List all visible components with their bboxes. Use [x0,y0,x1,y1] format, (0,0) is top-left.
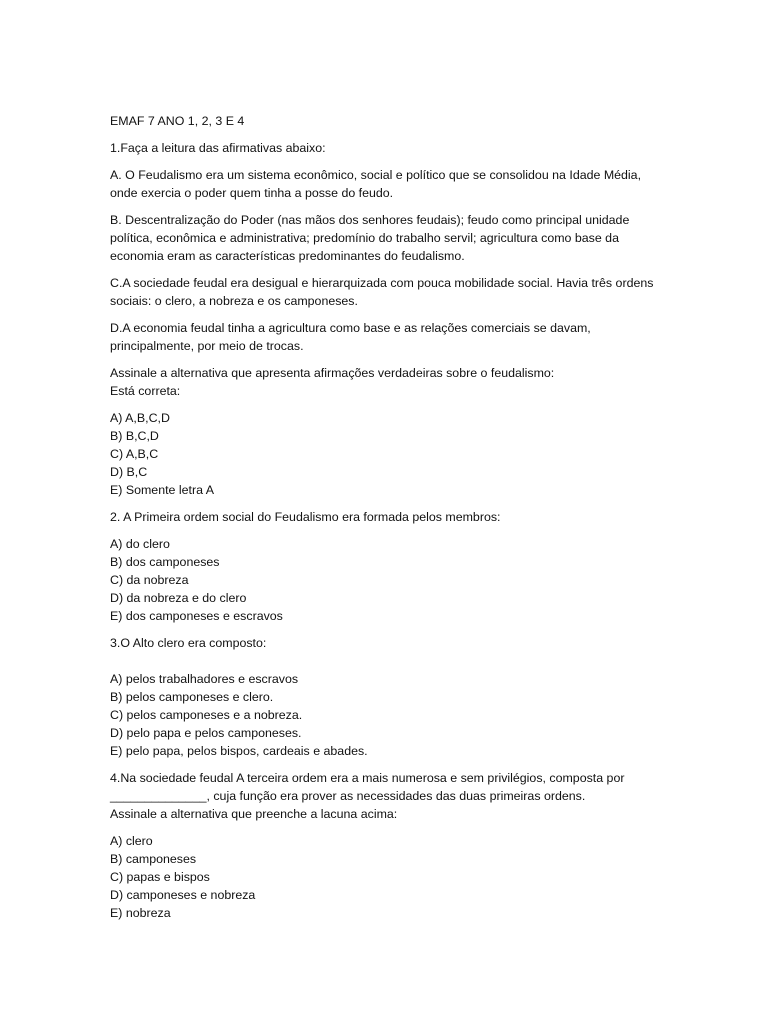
q1-option-e: E) Somente letra A [110,483,214,497]
q1-instruction-line1: Assinale a alternativa que apresenta afirmações verdadeiras sobre o feudalismo: [110,366,555,380]
q4-option-e: E) nobreza [110,906,171,920]
q1-statement-a: A. O Feudalismo era um sistema econômico, social e político que se consolidou na Idade Média, onde exercia o poder quem tinha a posse do feudo. [110,168,642,200]
q3-option-d: D) pelo papa e pelos camponeses. [110,726,302,740]
q3-prompt: 3.O Alto clero era composto: [110,636,267,650]
q2-option-a: A) do clero [110,537,170,551]
q1-instruction [110,364,660,400]
q2-options [110,535,660,625]
q1-option-c: C) A,B,C [110,447,159,461]
q1-statement-d: D.A economia feudal tinha a agricultura como base e as relações comerciais se davam, principalmente, por meio de trocas. [110,321,591,353]
q1-instruction-line2: Está correta: [110,384,181,398]
q3-option-c: C) pelos camponeses e a nobreza. [110,708,303,722]
q3-option-a: A) pelos trabalhadores e escravos [110,672,299,686]
q4-option-c: C) papas e bispos [110,870,210,884]
q4-option-a: A) clero [110,834,153,848]
q3-option-e: E) pelo papa, pelos bispos, cardeais e abades. [110,744,368,758]
q3-options [110,670,660,760]
q1-statement-b: B. Descentralização do Poder (nas mãos dos senhores feudais); feudo como principal unidade política, econômica e administrativa; predomínio do trabalho servil; agricultura como base da economia eram as características predominantes do feudalismo. [110,213,630,263]
q1-option-b: B) B,C,D [110,429,159,443]
q2-option-d: D) da nobreza e do clero [110,591,247,605]
q2-option-b: B) dos camponeses [110,555,220,569]
q1-options [110,409,660,499]
q1-option-a: A) A,B,C,D [110,411,170,425]
q4-instruction: Assinale a alternativa que preenche a lacuna acima: [110,807,398,821]
q4-options [110,832,660,922]
q4-prompt: 4.Na sociedade feudal A terceira ordem era a mais numerosa e sem privilégios, composta por ______________, cuja função era prover as necessidades das duas primeiras ordens. [110,771,625,803]
q2-prompt: 2. A Primeira ordem social do Feudalismo era formada pelos membros: [110,510,501,524]
q2-option-e: E) dos camponeses e escravos [110,609,283,623]
q4-option-d: D) camponeses e nobreza [110,888,256,902]
q2-option-c: C) da nobreza [110,573,189,587]
q3-option-b: B) pelos camponeses e clero. [110,690,274,704]
q4-prompt-block [110,769,660,823]
q1-statement-c: C.A sociedade feudal era desigual e hierarquizada com pouca mobilidade social. Havia três ordens sociais: o clero, a nobreza e os camponeses. [110,276,654,308]
document-header: EMAF 7 ANO 1, 2, 3 E 4 [110,114,245,128]
q1-prompt: 1.Faça a leitura das afirmativas abaixo: [110,141,326,155]
q1-option-d: D) B,C [110,465,148,479]
q4-option-b: B) camponeses [110,852,197,866]
document-page [110,112,660,931]
